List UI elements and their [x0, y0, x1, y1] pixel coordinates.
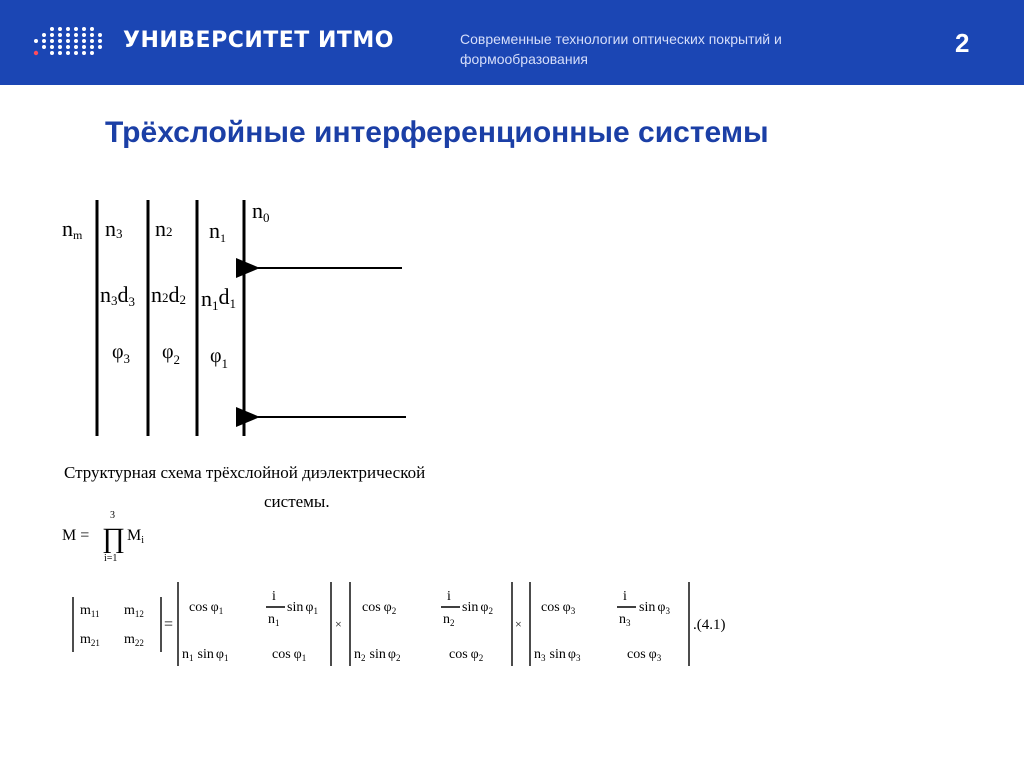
frac-n1: $n_1$ — [268, 612, 280, 628]
product-symbol: ∏ — [102, 523, 126, 554]
times-sign: × — [515, 617, 522, 631]
m11: $m_{11}$ — [80, 603, 100, 619]
label-n2-d2: n2d2 — [151, 282, 186, 307]
equals-sign: = — [164, 616, 174, 633]
label-n-2: n2 — [155, 216, 173, 241]
sin-phi3: $\sin \varphi_3$ — [639, 600, 670, 616]
label-n1-d1: n1d1 — [201, 284, 236, 313]
m21: $m_{21}$ — [80, 632, 100, 648]
caption-line-2: системы. — [264, 492, 330, 511]
course-subtitle: Современные технологии оптических покрытий и формообразования — [460, 31, 782, 67]
slide-number: 2 — [955, 28, 970, 58]
product-rhs: Mi — [127, 527, 145, 546]
cos-phi1-b: $\cos \varphi_1$ — [272, 647, 307, 663]
slide-title: Трёхслойные интерференционные системы — [105, 116, 769, 149]
frac-i: i — [447, 589, 451, 604]
frac-n3: $n_3$ — [619, 612, 631, 628]
label-phi-1: $\varphi_1$ — [210, 345, 229, 371]
cos-phi1: $\cos \varphi_1$ — [189, 600, 224, 616]
n3-sin-phi3: $n_3$ $\sin \varphi_3$ — [534, 647, 581, 663]
frac-n2: $n_2$ — [443, 612, 455, 628]
product-lower-limit: i=1 — [104, 553, 118, 564]
label-n-m: nm — [62, 216, 83, 242]
cos-phi3-b: $\cos \varphi_3$ — [627, 647, 662, 663]
cos-phi2: $\cos \varphi_2$ — [362, 600, 397, 616]
frac-i: i — [272, 589, 276, 604]
label-n-0: n0 — [252, 198, 270, 225]
label-n3-d3: n3d3 — [100, 282, 135, 309]
m22: $m_{22}$ — [124, 632, 144, 648]
label-n-3: n3 — [105, 216, 123, 241]
label-phi-3: $\varphi_3$ — [112, 341, 131, 366]
sin-phi1: $\sin \varphi_1$ — [287, 600, 318, 616]
university-name: УНИВЕРСИТЕТ ИТМО — [123, 28, 394, 53]
cos-phi2-b: $\cos \varphi_2$ — [449, 647, 484, 663]
n1-sin-phi1: $n_1$ $\sin \varphi_1$ — [182, 647, 229, 663]
frac-i: i — [623, 589, 627, 604]
cos-phi3: $\cos \varphi_3$ — [541, 600, 576, 616]
times-sign: × — [335, 617, 342, 631]
n2-sin-phi2: $n_2$ $\sin \varphi_2$ — [354, 647, 401, 663]
m12: $m_{12}$ — [124, 603, 144, 619]
product-lhs: M = — [62, 527, 90, 544]
caption-line-1: Структурная схема трёхслойной диэлектрической — [64, 463, 426, 482]
sin-phi2: $\sin \varphi_2$ — [462, 600, 493, 616]
equation-number: .(4.1) — [693, 617, 726, 633]
product-upper-limit: 3 — [110, 510, 115, 521]
label-n-1: n1 — [209, 218, 226, 245]
label-phi-2: $\varphi_2$ — [162, 341, 181, 367]
